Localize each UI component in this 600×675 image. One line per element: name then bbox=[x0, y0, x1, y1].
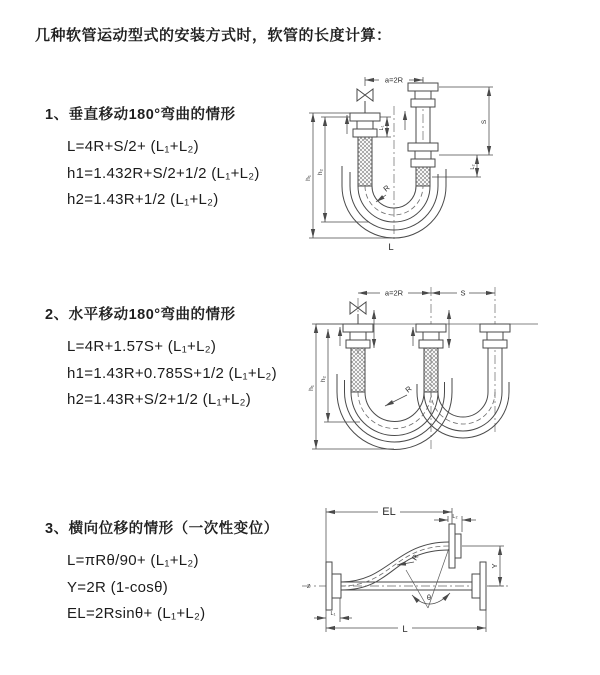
hose-braid-middle bbox=[424, 348, 438, 392]
flange-right-upper bbox=[408, 83, 438, 107]
dim-label-el: EL bbox=[382, 506, 396, 518]
dim-label-radius: R bbox=[403, 384, 414, 395]
dim-label-theta: θ bbox=[426, 593, 432, 602]
formula-h2: h2=1.43R+1/2 (L₁+L₂) bbox=[67, 191, 219, 208]
diagram-lateral-displacement bbox=[296, 498, 588, 644]
dim-label-travel: S bbox=[460, 288, 466, 298]
flange-right bbox=[480, 324, 510, 348]
formula-length: L=4R+S/2+ (L₁+L₂) bbox=[67, 138, 199, 155]
page-title: 几种软管运动型式的安装方式时，软管的长度计算： bbox=[35, 27, 392, 44]
section-3-heading: 3、横向位移的情形（一次性变位） bbox=[45, 521, 279, 537]
formula-h1: h1=1.43R+0.785S+1/2 (L₁+L₂) bbox=[67, 364, 277, 382]
formula-offset: Y=2R (1-cosθ) bbox=[67, 578, 169, 596]
hose-displaced-position bbox=[341, 542, 449, 590]
dim-label-radius: R bbox=[409, 552, 421, 562]
dim-label-l2: L₂ bbox=[452, 514, 458, 520]
section-horizontal-180 bbox=[45, 303, 315, 414]
dim-label-span: a=2R bbox=[384, 288, 404, 298]
formula-length: L=4R+1.57S+ (L₁+L₂) bbox=[67, 338, 217, 355]
hose-braid-right bbox=[416, 167, 430, 186]
hose-braid-left bbox=[351, 348, 365, 392]
flange-left bbox=[350, 113, 380, 137]
dim-label-z: Z bbox=[307, 584, 311, 590]
dim-label-h1: h₁ bbox=[305, 175, 312, 181]
flange-left bbox=[343, 324, 373, 348]
flange-right-lower bbox=[408, 143, 438, 167]
section-vertical-180 bbox=[45, 103, 315, 214]
dim-label-length: L bbox=[388, 242, 394, 253]
section-lateral-displacement bbox=[45, 517, 315, 628]
formula-h1: h1=1.432R+S/2+1/2 (L₁+L₂) bbox=[67, 164, 260, 182]
flange-middle bbox=[416, 324, 446, 348]
section-1-heading: 1、垂直移动180°弯曲的情形 bbox=[45, 107, 236, 123]
flange-left bbox=[326, 562, 341, 610]
dim-label-travel: S bbox=[481, 119, 488, 125]
flange-right bbox=[472, 562, 486, 610]
formula-el: EL=2Rsinθ+ (L₁+L₂) bbox=[67, 605, 206, 622]
dim-label-l2: L₂ bbox=[470, 164, 476, 170]
dim-label-h1: h₁ bbox=[308, 385, 315, 391]
hose-braid-left bbox=[358, 137, 372, 186]
dim-label-radius: R bbox=[381, 183, 392, 194]
dim-label-length: L bbox=[402, 624, 408, 635]
diagram-horizontal-180-bend bbox=[308, 282, 546, 458]
dim-label-h2: h₂ bbox=[320, 375, 327, 383]
formula-h2: h2=1.43R+S/2+1/2 (L₁+L₂) bbox=[67, 391, 252, 408]
diagram-vertical-180-bend bbox=[303, 68, 545, 260]
dim-label-h2: h₂ bbox=[317, 168, 324, 176]
dim-label-span: a=2R bbox=[384, 75, 404, 85]
flange-upper bbox=[449, 524, 461, 568]
dim-label-l1: L₁ bbox=[379, 125, 385, 131]
valve-icon bbox=[357, 89, 373, 113]
formula-length: L=πRθ/90+ (L₁+L₂) bbox=[67, 552, 199, 569]
dim-label-l1: L₁ bbox=[330, 611, 336, 617]
dim-label-offset: Y bbox=[490, 563, 499, 569]
section-2-heading: 2、水平移动180°弯曲的情形 bbox=[45, 307, 236, 323]
